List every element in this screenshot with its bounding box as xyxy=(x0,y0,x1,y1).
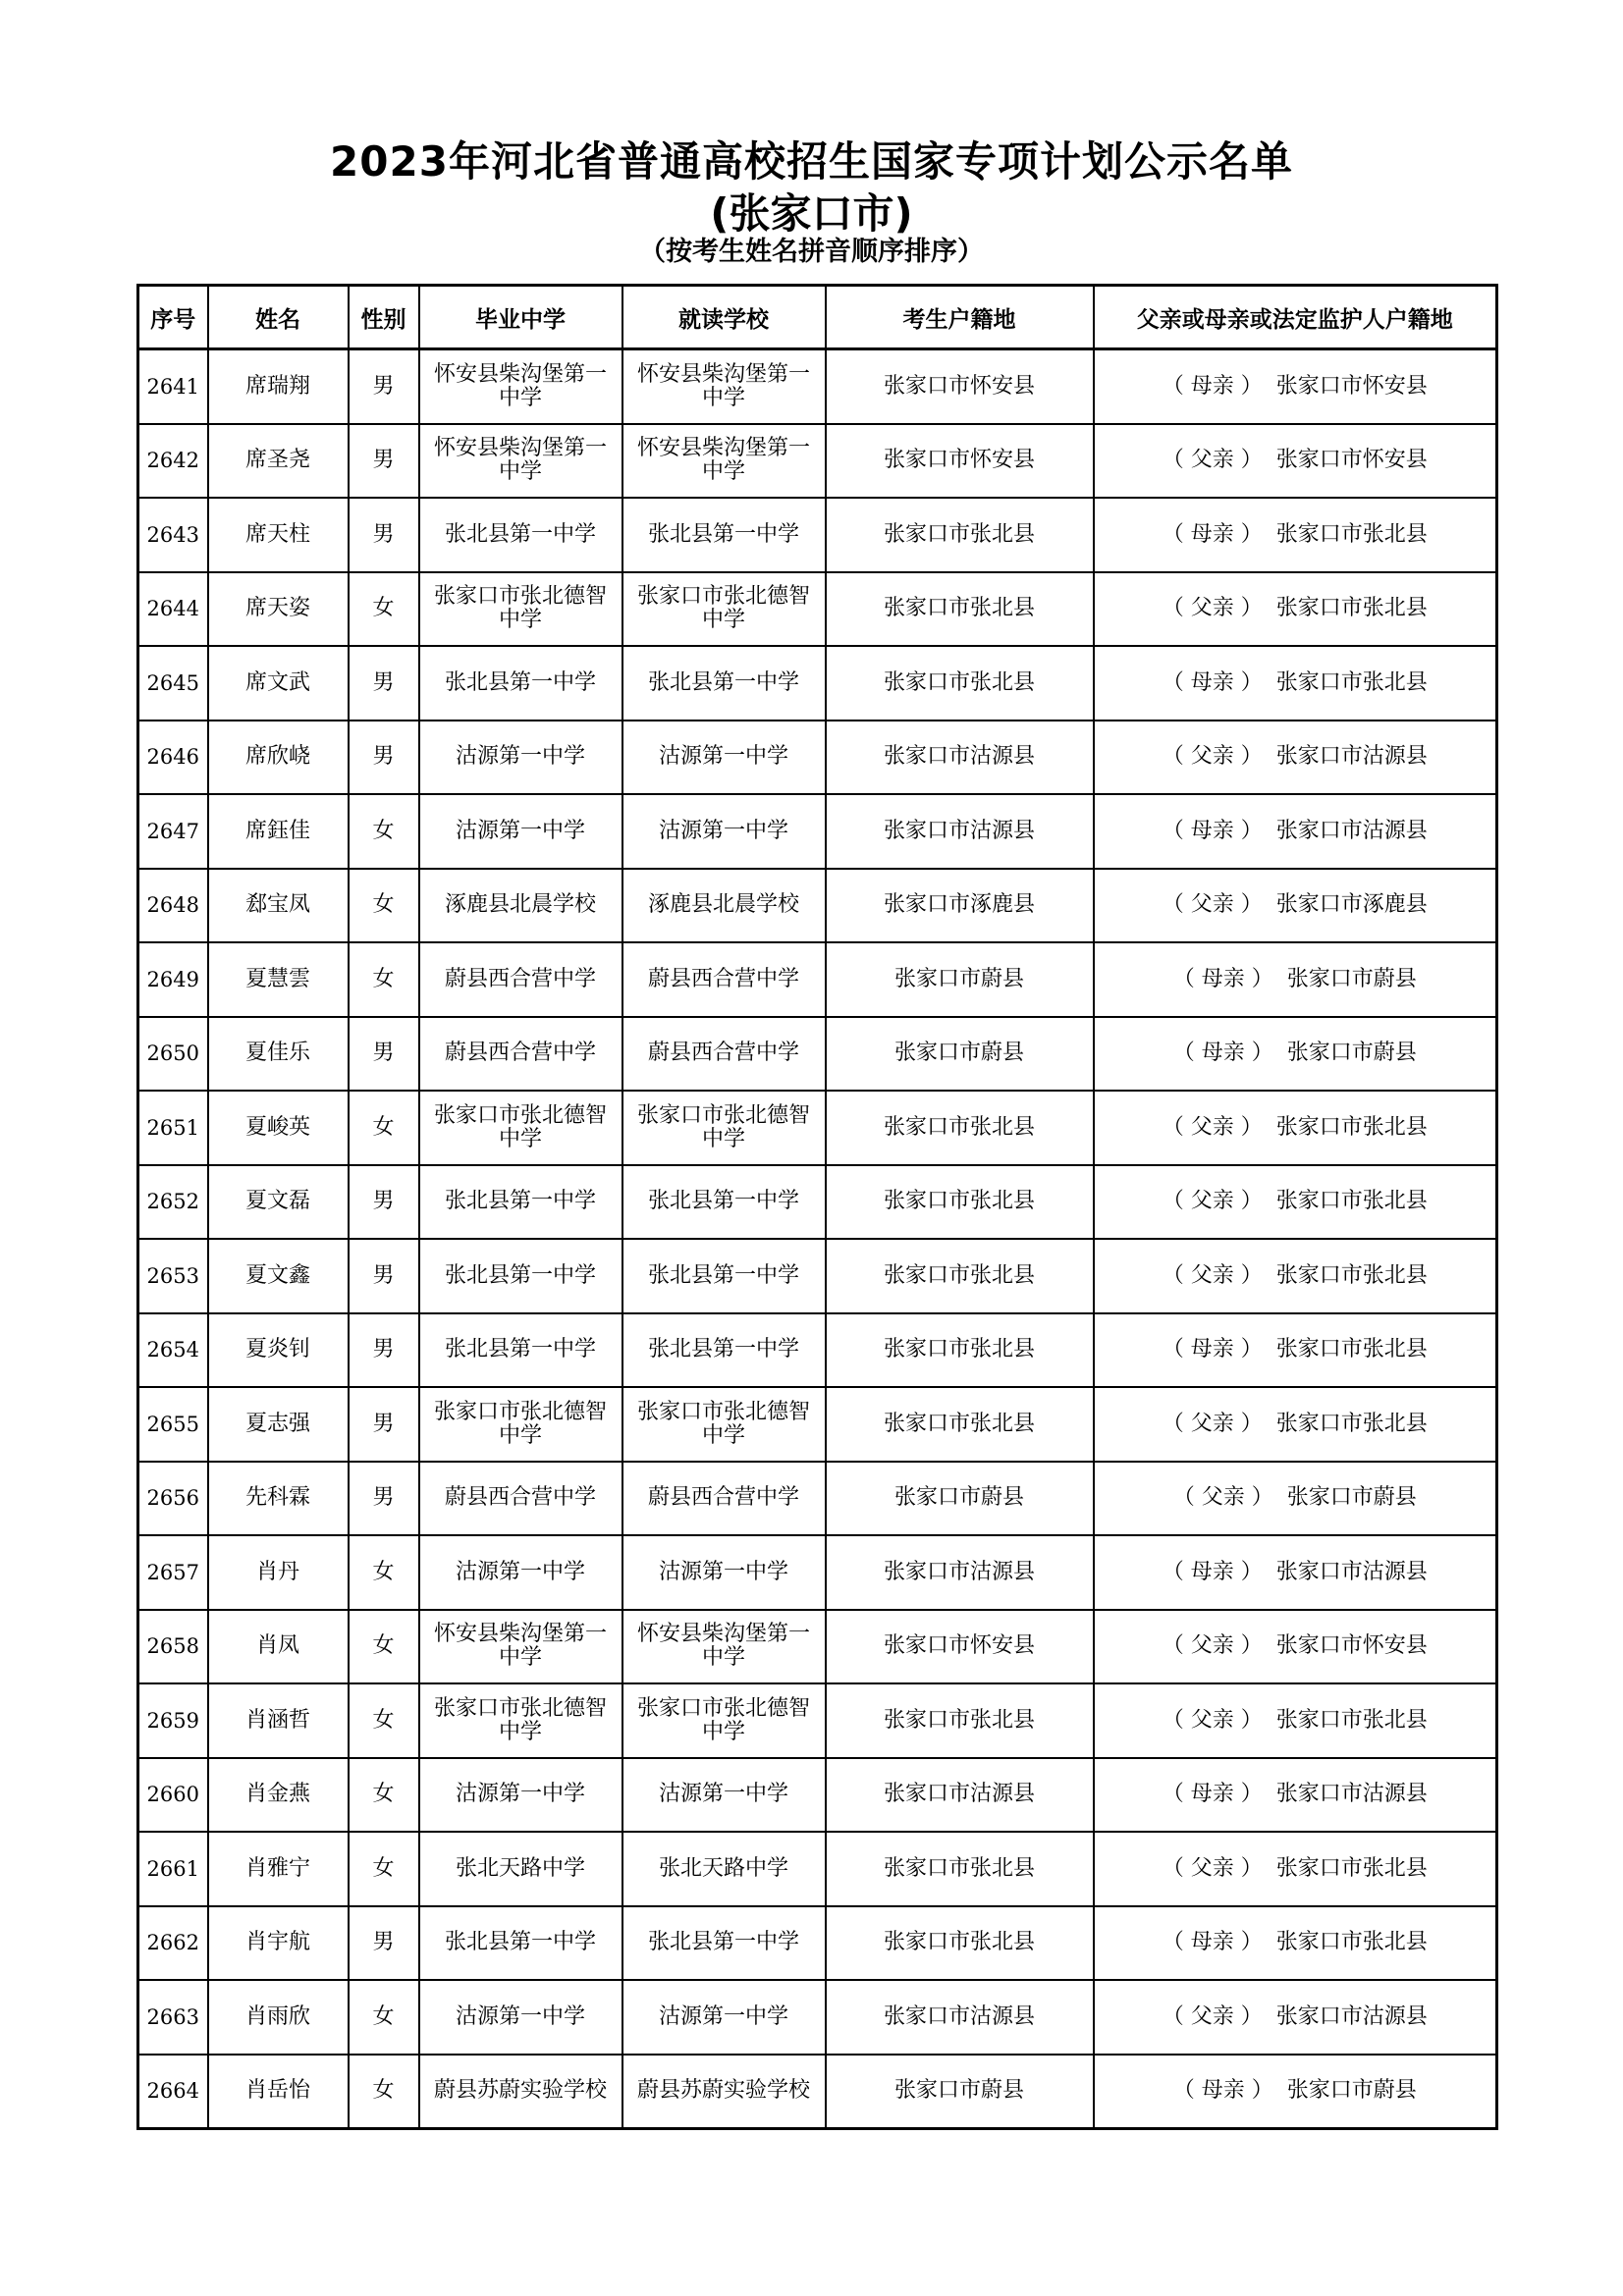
cell-no: 2661 xyxy=(138,1832,208,1906)
document-subtitle: (张家口市) xyxy=(710,189,913,238)
cell-parent-hukou xyxy=(1094,1462,1497,1536)
cell-current-school: 蔚县西合营中学 xyxy=(622,942,826,1017)
parent-hukou-place: 张家口市怀安县 xyxy=(1275,448,1428,473)
cell-parent-hukou xyxy=(1094,1091,1497,1165)
parent-relation: （ 母亲 ） xyxy=(1162,373,1263,399)
cell-parent-hukou xyxy=(1094,498,1497,572)
cell-name: 席鈺佳 xyxy=(208,794,349,869)
cell-parent-hukou xyxy=(1094,1239,1497,1313)
cell-current-school: 怀安县柴沟堡第一中学 xyxy=(622,424,826,499)
cell-student-hukou: 张家口市蔚县 xyxy=(826,2055,1094,2129)
column-header-parent-hukou: 父亲或母亲或法定监护人户籍地 xyxy=(1094,286,1497,349)
cell-sex: 男 xyxy=(349,1165,419,1240)
table-row xyxy=(138,1091,1497,1165)
parent-relation: （ 父亲 ） xyxy=(1162,1855,1263,1881)
cell-name: 肖丹 xyxy=(208,1535,349,1610)
cell-sex: 女 xyxy=(349,1980,419,2055)
cell-name: 席天柱 xyxy=(208,498,349,572)
parent-relation: （ 父亲 ） xyxy=(1162,1707,1263,1733)
cell-sex: 女 xyxy=(349,1091,419,1165)
cell-graduated-school: 怀安县柴沟堡第一中学 xyxy=(419,1610,622,1684)
table-row xyxy=(138,1610,1497,1684)
parent-hukou-place: 张家口市沽源县 xyxy=(1275,2003,1428,2029)
cell-sex: 男 xyxy=(349,1387,419,1462)
cell-parent-hukou xyxy=(1094,646,1497,721)
cell-graduated-school: 张北县第一中学 xyxy=(419,1165,622,1240)
table-row xyxy=(138,721,1497,795)
cell-student-hukou: 张家口市沽源县 xyxy=(826,794,1094,869)
cell-no: 2652 xyxy=(138,1165,208,1240)
cell-student-hukou: 张家口市涿鹿县 xyxy=(826,869,1094,943)
cell-name: 郄宝凤 xyxy=(208,869,349,943)
cell-no: 2664 xyxy=(138,2055,208,2129)
cell-parent-hukou xyxy=(1094,1610,1497,1684)
cell-sex: 男 xyxy=(349,1906,419,1981)
column-header-name: 姓名 xyxy=(208,286,349,349)
parent-hukou-place: 张家口市张北县 xyxy=(1275,596,1428,621)
parent-hukou-place: 张家口市张北县 xyxy=(1275,1337,1428,1362)
cell-current-school: 蔚县苏蔚实验学校 xyxy=(622,2055,826,2129)
column-header-sex: 性别 xyxy=(349,286,419,349)
cell-student-hukou: 张家口市张北县 xyxy=(826,1387,1094,1462)
cell-no: 2646 xyxy=(138,721,208,795)
cell-name: 席圣尧 xyxy=(208,424,349,499)
table-row xyxy=(138,2055,1497,2129)
cell-sex: 女 xyxy=(349,2055,419,2129)
cell-student-hukou: 张家口市沽源县 xyxy=(826,1980,1094,2055)
cell-name: 肖金燕 xyxy=(208,1758,349,1833)
cell-name: 肖雨欣 xyxy=(208,1980,349,2055)
table-row xyxy=(138,942,1497,1017)
cell-sex: 女 xyxy=(349,1683,419,1758)
cell-parent-hukou xyxy=(1094,1165,1497,1240)
cell-graduated-school: 怀安县柴沟堡第一中学 xyxy=(419,349,622,424)
parent-hukou-place: 张家口市张北县 xyxy=(1275,1855,1428,1881)
cell-no: 2653 xyxy=(138,1239,208,1313)
cell-no: 2658 xyxy=(138,1610,208,1684)
cell-no: 2659 xyxy=(138,1683,208,1758)
cell-graduated-school: 沽源第一中学 xyxy=(419,1535,622,1610)
cell-no: 2650 xyxy=(138,1017,208,1092)
parent-relation: （ 母亲 ） xyxy=(1162,818,1263,843)
cell-graduated-school: 蔚县西合营中学 xyxy=(419,1462,622,1536)
table-row xyxy=(138,498,1497,572)
table-row xyxy=(138,1758,1497,1833)
parent-hukou-place: 张家口市张北县 xyxy=(1275,1114,1428,1140)
cell-graduated-school: 蔚县西合营中学 xyxy=(419,942,622,1017)
sort-note: （按考生姓名拼音顺序排序） xyxy=(639,237,984,267)
cell-graduated-school: 沽源第一中学 xyxy=(419,721,622,795)
cell-student-hukou: 张家口市张北县 xyxy=(826,1165,1094,1240)
cell-graduated-school: 张北县第一中学 xyxy=(419,1313,622,1388)
parent-relation: （ 母亲 ） xyxy=(1172,2078,1273,2104)
cell-student-hukou: 张家口市怀安县 xyxy=(826,1610,1094,1684)
table-row xyxy=(138,424,1497,499)
table-row xyxy=(138,1906,1497,1981)
cell-student-hukou: 张家口市怀安县 xyxy=(826,424,1094,499)
parent-hukou-place: 张家口市蔚县 xyxy=(1286,2078,1417,2104)
cell-name: 肖宇航 xyxy=(208,1906,349,1981)
cell-parent-hukou xyxy=(1094,794,1497,869)
cell-graduated-school: 沽源第一中学 xyxy=(419,794,622,869)
cell-name: 席欣峣 xyxy=(208,721,349,795)
cell-name: 夏志强 xyxy=(208,1387,349,1462)
cell-name: 席瑞翔 xyxy=(208,349,349,424)
parent-hukou-place: 张家口市蔚县 xyxy=(1286,966,1417,991)
cell-no: 2657 xyxy=(138,1535,208,1610)
cell-student-hukou: 张家口市蔚县 xyxy=(826,1462,1094,1536)
parent-relation: （ 母亲 ） xyxy=(1172,1041,1273,1066)
cell-graduated-school: 沽源第一中学 xyxy=(419,1758,622,1833)
parent-hukou-place: 张家口市张北县 xyxy=(1275,521,1428,547)
parent-relation: （ 母亲 ） xyxy=(1162,1337,1263,1362)
cell-parent-hukou xyxy=(1094,1535,1497,1610)
cell-parent-hukou xyxy=(1094,1758,1497,1833)
table-row xyxy=(138,1535,1497,1610)
cell-no: 2655 xyxy=(138,1387,208,1462)
cell-current-school: 张北天路中学 xyxy=(622,1832,826,1906)
cell-name: 先科霖 xyxy=(208,1462,349,1536)
cell-graduated-school: 怀安县柴沟堡第一中学 xyxy=(419,424,622,499)
table-row xyxy=(138,869,1497,943)
cell-sex: 男 xyxy=(349,1239,419,1313)
cell-student-hukou: 张家口市怀安县 xyxy=(826,349,1094,424)
cell-sex: 男 xyxy=(349,1462,419,1536)
cell-student-hukou: 张家口市张北县 xyxy=(826,572,1094,647)
cell-name: 肖岳怡 xyxy=(208,2055,349,2129)
cell-no: 2642 xyxy=(138,424,208,499)
cell-student-hukou: 张家口市蔚县 xyxy=(826,942,1094,1017)
parent-relation: （ 父亲 ） xyxy=(1172,1485,1273,1511)
cell-graduated-school: 涿鹿县北晨学校 xyxy=(419,869,622,943)
cell-graduated-school: 张北县第一中学 xyxy=(419,646,622,721)
cell-sex: 女 xyxy=(349,1535,419,1610)
roster-table xyxy=(136,284,1498,2130)
parent-relation: （ 父亲 ） xyxy=(1162,1262,1263,1288)
parent-relation: （ 父亲 ） xyxy=(1162,1114,1263,1140)
table-row xyxy=(138,1980,1497,2055)
table-row xyxy=(138,1165,1497,1240)
cell-name: 肖凤 xyxy=(208,1610,349,1684)
column-header-current-school: 就读学校 xyxy=(622,286,826,349)
cell-graduated-school: 张北县第一中学 xyxy=(419,1239,622,1313)
cell-graduated-school: 张北县第一中学 xyxy=(419,1906,622,1981)
cell-parent-hukou xyxy=(1094,1980,1497,2055)
parent-hukou-place: 张家口市张北县 xyxy=(1275,1930,1428,1955)
table-row xyxy=(138,646,1497,721)
cell-student-hukou: 张家口市沽源县 xyxy=(826,1535,1094,1610)
cell-sex: 女 xyxy=(349,869,419,943)
cell-sex: 男 xyxy=(349,498,419,572)
cell-student-hukou: 张家口市张北县 xyxy=(826,1683,1094,1758)
cell-no: 2651 xyxy=(138,1091,208,1165)
cell-student-hukou: 张家口市张北县 xyxy=(826,1906,1094,1981)
parent-hukou-place: 张家口市怀安县 xyxy=(1275,1633,1428,1659)
table-row xyxy=(138,1017,1497,1092)
cell-no: 2656 xyxy=(138,1462,208,1536)
table-row xyxy=(138,1313,1497,1388)
cell-no: 2643 xyxy=(138,498,208,572)
cell-sex: 女 xyxy=(349,942,419,1017)
cell-parent-hukou xyxy=(1094,1906,1497,1981)
cell-name: 夏炎钊 xyxy=(208,1313,349,1388)
cell-parent-hukou xyxy=(1094,721,1497,795)
cell-current-school: 怀安县柴沟堡第一中学 xyxy=(622,349,826,424)
table-row xyxy=(138,794,1497,869)
cell-student-hukou: 张家口市张北县 xyxy=(826,1091,1094,1165)
cell-no: 2660 xyxy=(138,1758,208,1833)
cell-parent-hukou xyxy=(1094,1387,1497,1462)
cell-student-hukou: 张家口市蔚县 xyxy=(826,1017,1094,1092)
cell-current-school: 蔚县西合营中学 xyxy=(622,1462,826,1536)
cell-name: 夏佳乐 xyxy=(208,1017,349,1092)
parent-relation: （ 母亲 ） xyxy=(1162,1782,1263,1807)
parent-relation: （ 母亲 ） xyxy=(1162,1930,1263,1955)
cell-current-school: 张北县第一中学 xyxy=(622,1165,826,1240)
cell-student-hukou: 张家口市张北县 xyxy=(826,1832,1094,1906)
cell-no: 2641 xyxy=(138,349,208,424)
cell-name: 夏文鑫 xyxy=(208,1239,349,1313)
cell-current-school: 张北县第一中学 xyxy=(622,646,826,721)
cell-graduated-school: 蔚县西合营中学 xyxy=(419,1017,622,1092)
cell-current-school: 张家口市张北德智中学 xyxy=(622,1091,826,1165)
parent-relation: （ 父亲 ） xyxy=(1162,1189,1263,1214)
cell-sex: 女 xyxy=(349,1758,419,1833)
cell-current-school: 沽源第一中学 xyxy=(622,1980,826,2055)
cell-graduated-school: 张北天路中学 xyxy=(419,1832,622,1906)
cell-student-hukou: 张家口市张北县 xyxy=(826,1239,1094,1313)
cell-sex: 女 xyxy=(349,572,419,647)
parent-relation: （ 父亲 ） xyxy=(1162,1411,1263,1436)
cell-sex: 男 xyxy=(349,646,419,721)
cell-name: 席文武 xyxy=(208,646,349,721)
table-row xyxy=(138,1239,1497,1313)
parent-hukou-place: 张家口市沽源县 xyxy=(1275,1782,1428,1807)
cell-sex: 女 xyxy=(349,1832,419,1906)
cell-no: 2662 xyxy=(138,1906,208,1981)
parent-hukou-place: 张家口市张北县 xyxy=(1275,1411,1428,1436)
cell-no: 2649 xyxy=(138,942,208,1017)
cell-parent-hukou xyxy=(1094,2055,1497,2129)
parent-hukou-place: 张家口市沽源县 xyxy=(1275,1559,1428,1584)
cell-current-school: 张北县第一中学 xyxy=(622,498,826,572)
cell-current-school: 沽源第一中学 xyxy=(622,794,826,869)
cell-name: 夏峻英 xyxy=(208,1091,349,1165)
cell-parent-hukou xyxy=(1094,572,1497,647)
cell-graduated-school: 张家口市张北德智中学 xyxy=(419,1387,622,1462)
cell-current-school: 蔚县西合营中学 xyxy=(622,1017,826,1092)
parent-relation: （ 父亲 ） xyxy=(1162,2003,1263,2029)
cell-current-school: 张北县第一中学 xyxy=(622,1239,826,1313)
cell-parent-hukou xyxy=(1094,1683,1497,1758)
cell-sex: 男 xyxy=(349,721,419,795)
parent-relation: （ 母亲 ） xyxy=(1162,669,1263,695)
column-header-student-hukou: 考生户籍地 xyxy=(826,286,1094,349)
cell-current-school: 沽源第一中学 xyxy=(622,1758,826,1833)
table-row xyxy=(138,1683,1497,1758)
cell-name: 肖涵哲 xyxy=(208,1683,349,1758)
cell-parent-hukou xyxy=(1094,424,1497,499)
cell-no: 2647 xyxy=(138,794,208,869)
parent-hukou-place: 张家口市沽源县 xyxy=(1275,818,1428,843)
cell-parent-hukou xyxy=(1094,1017,1497,1092)
cell-current-school: 张北县第一中学 xyxy=(622,1906,826,1981)
cell-sex: 女 xyxy=(349,794,419,869)
parent-hukou-place: 张家口市张北县 xyxy=(1275,1262,1428,1288)
parent-relation: （ 母亲 ） xyxy=(1162,521,1263,547)
parent-relation: （ 父亲 ） xyxy=(1162,1633,1263,1659)
cell-sex: 男 xyxy=(349,1313,419,1388)
cell-sex: 女 xyxy=(349,1610,419,1684)
parent-relation: （ 母亲 ） xyxy=(1172,966,1273,991)
table-header-row xyxy=(138,286,1497,349)
parent-hukou-place: 张家口市蔚县 xyxy=(1286,1485,1417,1511)
cell-current-school: 张家口市张北德智中学 xyxy=(622,1387,826,1462)
cell-student-hukou: 张家口市沽源县 xyxy=(826,1758,1094,1833)
column-header-no: 序号 xyxy=(138,286,208,349)
table-row xyxy=(138,1832,1497,1906)
cell-parent-hukou xyxy=(1094,1832,1497,1906)
parent-relation: （ 母亲 ） xyxy=(1162,1559,1263,1584)
cell-parent-hukou xyxy=(1094,349,1497,424)
parent-relation: （ 父亲 ） xyxy=(1162,448,1263,473)
table-row xyxy=(138,1462,1497,1536)
cell-current-school: 张家口市张北德智中学 xyxy=(622,1683,826,1758)
cell-graduated-school: 张家口市张北德智中学 xyxy=(419,1091,622,1165)
cell-graduated-school: 张家口市张北德智中学 xyxy=(419,1683,622,1758)
table-row xyxy=(138,572,1497,647)
parent-hukou-place: 张家口市张北县 xyxy=(1275,1189,1428,1214)
cell-parent-hukou xyxy=(1094,942,1497,1017)
cell-no: 2648 xyxy=(138,869,208,943)
column-header-graduated-school: 毕业中学 xyxy=(419,286,622,349)
cell-name: 夏慧雲 xyxy=(208,942,349,1017)
cell-sex: 男 xyxy=(349,349,419,424)
parent-hukou-place: 张家口市张北县 xyxy=(1275,1707,1428,1733)
cell-parent-hukou xyxy=(1094,1313,1497,1388)
cell-current-school: 沽源第一中学 xyxy=(622,1535,826,1610)
parent-hukou-place: 张家口市沽源县 xyxy=(1275,744,1428,770)
parent-hukou-place: 张家口市蔚县 xyxy=(1286,1041,1417,1066)
cell-graduated-school: 沽源第一中学 xyxy=(419,1980,622,2055)
document-title: 2023年河北省普通高校招生国家专项计划公示名单 xyxy=(330,137,1293,186)
cell-graduated-school: 张家口市张北德智中学 xyxy=(419,572,622,647)
cell-name: 夏文磊 xyxy=(208,1165,349,1240)
cell-name: 肖雅宁 xyxy=(208,1832,349,1906)
parent-hukou-place: 张家口市怀安县 xyxy=(1275,373,1428,399)
cell-graduated-school: 蔚县苏蔚实验学校 xyxy=(419,2055,622,2129)
cell-student-hukou: 张家口市张北县 xyxy=(826,1313,1094,1388)
cell-current-school: 怀安县柴沟堡第一中学 xyxy=(622,1610,826,1684)
cell-sex: 男 xyxy=(349,1017,419,1092)
cell-no: 2663 xyxy=(138,1980,208,2055)
cell-current-school: 张北县第一中学 xyxy=(622,1313,826,1388)
parent-hukou-place: 张家口市涿鹿县 xyxy=(1275,892,1428,918)
table-row xyxy=(138,349,1497,424)
cell-student-hukou: 张家口市张北县 xyxy=(826,498,1094,572)
cell-no: 2654 xyxy=(138,1313,208,1388)
cell-no: 2645 xyxy=(138,646,208,721)
cell-student-hukou: 张家口市沽源县 xyxy=(826,721,1094,795)
cell-student-hukou: 张家口市张北县 xyxy=(826,646,1094,721)
cell-name: 席天姿 xyxy=(208,572,349,647)
cell-graduated-school: 张北县第一中学 xyxy=(419,498,622,572)
cell-no: 2644 xyxy=(138,572,208,647)
parent-relation: （ 父亲 ） xyxy=(1162,596,1263,621)
parent-relation: （ 父亲 ） xyxy=(1162,892,1263,918)
cell-current-school: 沽源第一中学 xyxy=(622,721,826,795)
table-row xyxy=(138,1387,1497,1462)
parent-relation: （ 父亲 ） xyxy=(1162,744,1263,770)
cell-sex: 男 xyxy=(349,424,419,499)
parent-hukou-place: 张家口市张北县 xyxy=(1275,669,1428,695)
cell-current-school: 张家口市张北德智中学 xyxy=(622,572,826,647)
cell-parent-hukou xyxy=(1094,869,1497,943)
cell-current-school: 涿鹿县北晨学校 xyxy=(622,869,826,943)
